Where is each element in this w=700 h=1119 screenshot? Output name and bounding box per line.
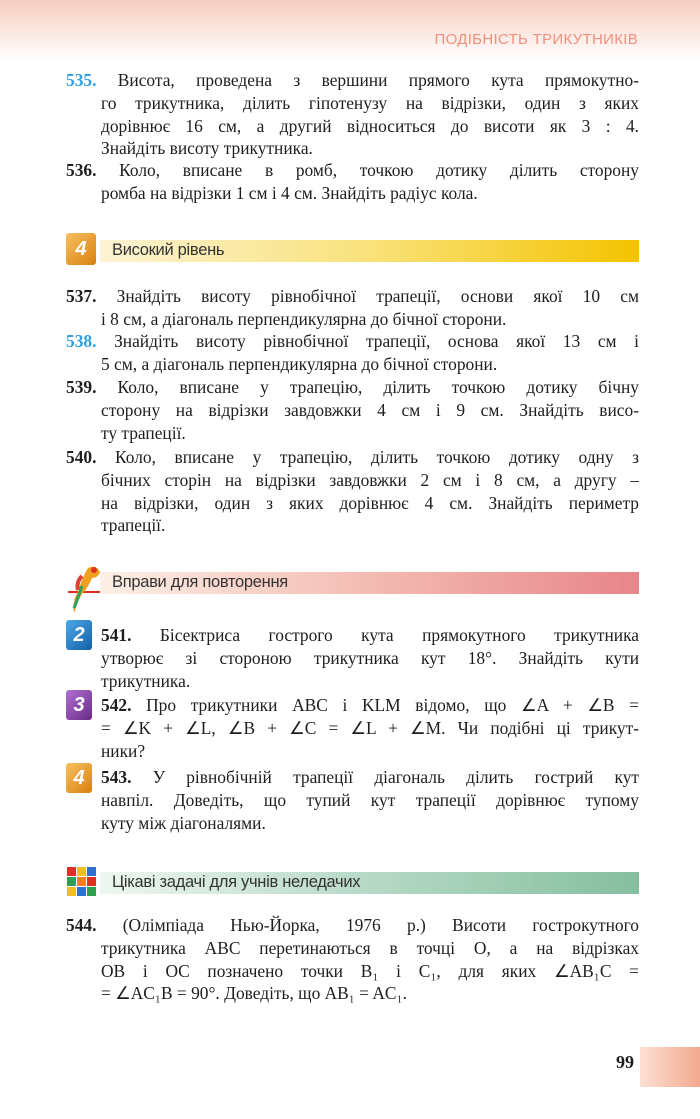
problem-line: ромба на відрізки 1 см і 4 см. Знайдіть радіус кола. [101, 182, 478, 203]
problem-line [101, 694, 639, 717]
section-title: Високий рівень [112, 241, 225, 259]
problem-line [101, 766, 639, 789]
section-banner-high-level [100, 240, 639, 262]
problem-line [66, 330, 639, 353]
parrot-icon [60, 562, 102, 612]
problem-number: 544. [66, 915, 97, 935]
problem-text: У рівнобічній трапеції діагональ ділить гострий кут [152, 767, 639, 787]
problem-line: 5 см, а діагональ перпендикулярна до бічної сторони. [101, 353, 498, 374]
problem-line [66, 285, 639, 308]
problem-number: 540. [66, 447, 97, 467]
problem-line: навпіл. Доведіть, що тупий кут трапеції дорівнює тупому [101, 789, 639, 810]
problem-text: Висота, проведена з вершини прямого кута прямокутно- [117, 70, 639, 90]
problem-text: Про трикутники ABC і KLM відомо, що ∠A + ∠B = [146, 695, 639, 715]
problem-535 [66, 69, 639, 160]
problem-line: OB і OC позначено точки B₁ і C₁, для яких ∠AB₁C = [101, 960, 639, 981]
problem-line: трапеції. [101, 515, 166, 536]
section-title: Вправи для повторення [112, 573, 288, 591]
level-4-icon: 4 [66, 763, 92, 793]
problem-line: = ∠AC₁B = 90°. Доведіть, що AB₁ = AC₁. [101, 983, 407, 1004]
problem-539 [66, 376, 639, 444]
level-4-icon: 4 [66, 233, 96, 265]
problem-line: Знайдіть висоту трикутника. [101, 138, 313, 159]
problem-text: Коло, вписане у трапецію, ділить точкою дотику одну з [115, 447, 639, 467]
level-2-icon: 2 [66, 620, 92, 650]
problem-number: 538. [66, 331, 97, 351]
problem-text: Коло, вписане в ромб, точкою дотику ділить сторону [119, 160, 639, 180]
problem-text: Бісектриса гострого кута прямокутного трикутника [159, 625, 639, 645]
problem-line: ту трапеції. [101, 422, 186, 443]
problem-number: 543. [101, 767, 132, 787]
rubiks-cube-icon [64, 864, 100, 902]
problem-text: Знайдіть висоту рівнобічної трапеції, основа якої 13 см і [114, 331, 639, 351]
problem-number: 537. [66, 286, 97, 306]
problem-538 [66, 330, 639, 376]
problem-line: ники? [101, 740, 146, 761]
running-header: ПОДІБНІСТЬ ТРИКУТНИКІВ [434, 31, 638, 48]
problem-line: на відрізки, один з яких дорівнює 4 см. Знайдіть периметр [101, 492, 639, 513]
problem-number: 536. [66, 160, 97, 180]
problem-line: утворює зі стороною трикутника кут 18°. Знайдіть кути [101, 647, 639, 668]
problem-line [101, 624, 639, 647]
page-tab [640, 1047, 700, 1087]
problem-number: 542. [101, 695, 132, 715]
problem-number: 535. [66, 70, 97, 90]
problem-number: 539. [66, 377, 97, 397]
section-banner-repetition [100, 572, 639, 594]
top-band [0, 0, 700, 60]
problem-line: і 8 см, а діагональ перпендикулярна до бічної сторони. [101, 308, 507, 329]
problem-line: трикутника. [101, 670, 191, 691]
problem-line [66, 376, 639, 399]
problem-number: 541. [101, 625, 132, 645]
problem-line: дорівнює 16 см, а другий відноситься до висоти як 3 : 4. [101, 115, 639, 136]
problem-541 [101, 624, 639, 692]
problem-line [66, 159, 639, 182]
problem-text: (Олімпіада Нью-Йорка, 1976 р.) Висоти гострокутного [122, 915, 639, 935]
problem-line: бічних сторін на відрізки завдовжки 2 см і 8 см, а другу – [101, 469, 639, 490]
problem-542 [101, 694, 639, 762]
section-banner-curious [100, 872, 639, 894]
level-3-icon: 3 [66, 690, 92, 720]
problem-line: куту між діагоналями. [101, 812, 266, 833]
problem-line: = ∠K + ∠L, ∠B + ∠C = ∠L + ∠M. Чи подібні ці трикут- [101, 717, 639, 738]
problem-text: Знайдіть висоту рівнобічної трапеції, основи якої 10 см [116, 286, 639, 306]
problem-543 [101, 766, 639, 834]
problem-line [66, 446, 639, 469]
page-number: 99 [616, 1052, 634, 1072]
problem-537 [66, 285, 639, 331]
section-title: Цікаві задачі для учнів неледачих [112, 873, 361, 891]
problem-line: трикутника ABC перетинаються в точці O, а на відрізках [101, 937, 639, 958]
problem-text: Коло, вписане у трапецію, ділить точкою дотику бічну [117, 377, 639, 397]
problem-540 [66, 446, 639, 537]
problem-line [66, 914, 639, 937]
problem-536 [66, 159, 639, 205]
problem-line: го трикутника, ділить гіпотенузу на відрізки, один з яких [101, 92, 639, 113]
problem-line [66, 69, 639, 92]
problem-line: сторону на відрізки завдовжки 4 см і 9 см. Знайдіть висо- [101, 399, 639, 420]
problem-544 [66, 914, 639, 1005]
